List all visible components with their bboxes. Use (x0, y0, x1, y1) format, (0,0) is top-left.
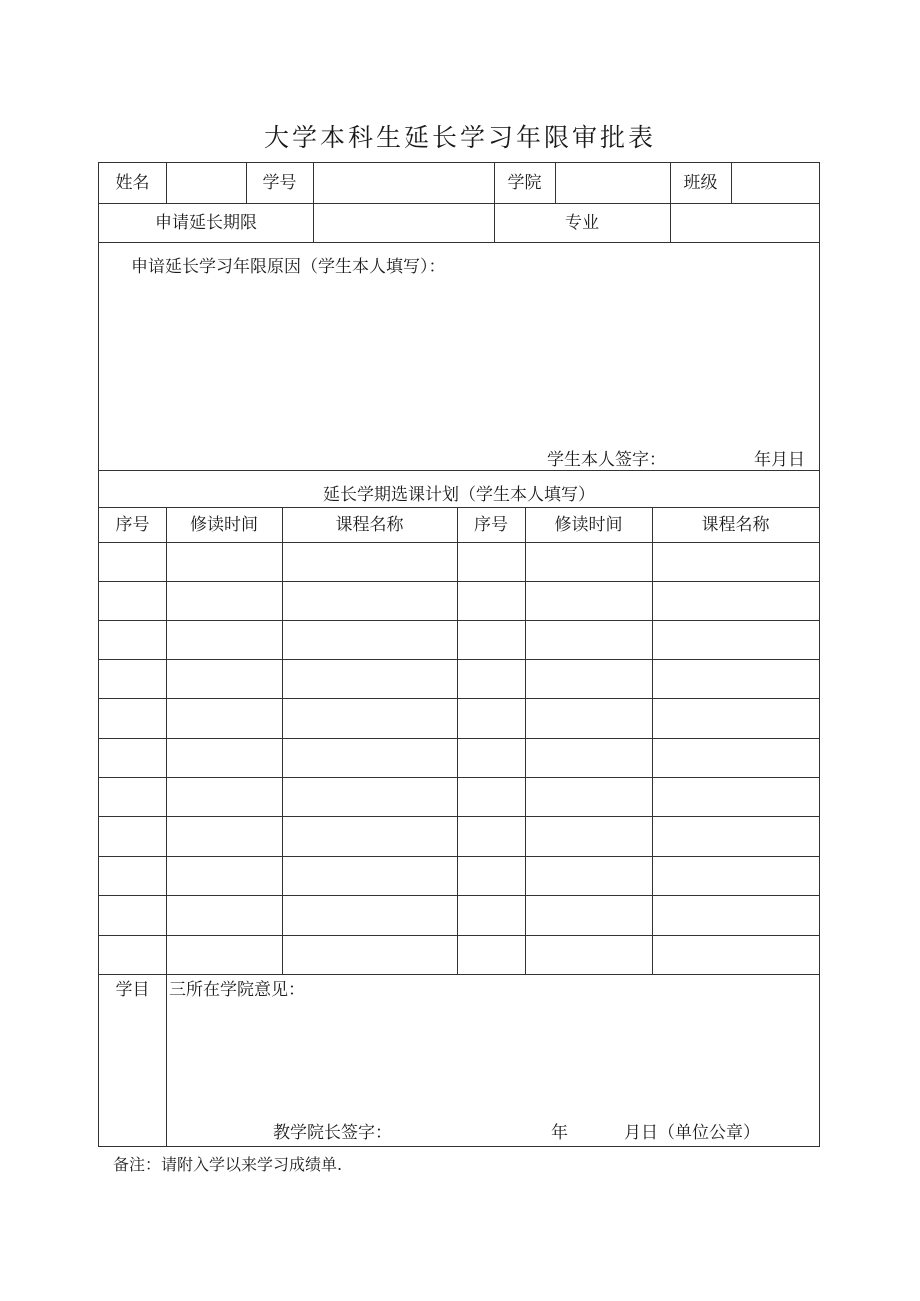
course-table-cell[interactable] (458, 669, 524, 688)
row-divider (99, 470, 819, 471)
row-divider (99, 738, 819, 739)
row-divider (99, 581, 819, 582)
col-divider (166, 507, 167, 974)
opinion-year-label: 年 (551, 1123, 568, 1143)
course-table-cell[interactable] (100, 826, 165, 846)
course-table-cell[interactable] (458, 866, 524, 885)
course-table-cell[interactable] (283, 826, 456, 846)
course-table-cell[interactable] (458, 708, 524, 728)
course-table-cell[interactable] (458, 787, 524, 806)
course-table-cell[interactable] (100, 630, 165, 649)
course-table-cell[interactable] (283, 905, 456, 925)
reason-prompt: 申谙延长学习年限原因（学生本人填写）： (131, 257, 446, 277)
row-divider (99, 816, 819, 817)
row-divider (99, 974, 819, 975)
course-table-cell[interactable] (653, 905, 818, 925)
col-divider (525, 507, 526, 974)
row-divider (99, 203, 819, 204)
row-divider (99, 935, 819, 936)
course-table-cell[interactable] (653, 669, 818, 688)
course-table-cell[interactable] (167, 826, 281, 846)
student-signature-label: 学生本人签字： (547, 450, 666, 470)
course-table-cell[interactable] (653, 826, 818, 846)
course-table-cell[interactable] (100, 552, 165, 571)
row-divider (99, 542, 819, 543)
course-table-cell[interactable] (167, 669, 281, 688)
student-id-label: 学号 (262, 173, 297, 193)
row-divider (99, 242, 819, 243)
course-plan-heading: 延长学期选课计划（学生本人填写） (323, 485, 595, 505)
course-table-cell[interactable] (283, 591, 456, 610)
course-table-cell[interactable] (167, 945, 281, 964)
course-table-cell[interactable] (526, 748, 651, 767)
course-table-cell[interactable] (653, 748, 818, 767)
course-table-cell[interactable] (100, 905, 165, 925)
reason-text-area[interactable] (109, 283, 809, 443)
course-table-cell[interactable] (458, 826, 524, 846)
class-field[interactable] (732, 165, 819, 201)
row-divider (99, 507, 819, 508)
course-table-cell[interactable] (167, 591, 281, 610)
course-table-cell[interactable] (167, 787, 281, 806)
course-table-cell[interactable] (167, 748, 281, 767)
course-table-cell[interactable] (653, 945, 818, 964)
course-table-cell[interactable] (458, 748, 524, 767)
approval-form-table (98, 162, 820, 1147)
extension-period-label: 申请延长期限 (155, 213, 257, 233)
col-header-time-2: 修读时间 (554, 515, 623, 535)
course-table-cell[interactable] (526, 866, 651, 885)
col-header-seq-2: 序号 (474, 515, 508, 535)
name-field[interactable] (167, 165, 246, 201)
course-table-cell[interactable] (100, 787, 165, 806)
course-table-cell[interactable] (167, 630, 281, 649)
course-table-cell[interactable] (526, 945, 651, 964)
course-table-cell[interactable] (283, 787, 456, 806)
course-table-cell[interactable] (100, 866, 165, 885)
col-divider (652, 507, 653, 974)
course-table-cell[interactable] (167, 708, 281, 728)
course-table-cell[interactable] (526, 708, 651, 728)
major-label: 专业 (565, 213, 599, 233)
course-table-cell[interactable] (100, 708, 165, 728)
course-table-cell[interactable] (653, 630, 818, 649)
course-table-cell[interactable] (526, 552, 651, 571)
class-label: 班级 (683, 173, 718, 193)
student-date-label: 年月日 (754, 450, 805, 470)
course-table-cell[interactable] (526, 787, 651, 806)
course-table-cell[interactable] (283, 748, 456, 767)
college-field[interactable] (556, 165, 670, 201)
row-divider (99, 698, 819, 699)
col-divider (457, 507, 458, 974)
course-table-cell[interactable] (526, 826, 651, 846)
student-id-field[interactable] (314, 165, 494, 201)
course-table-cell[interactable] (653, 708, 818, 728)
major-field[interactable] (671, 205, 819, 241)
opinion-date-label: 月日（单位公章） (624, 1123, 760, 1143)
course-table-cell[interactable] (458, 552, 524, 571)
course-table-cell[interactable] (100, 945, 165, 964)
course-table-cell[interactable] (653, 787, 818, 806)
course-table-cell[interactable] (526, 591, 651, 610)
opinion-side-label: 学目 (115, 980, 150, 1000)
row-divider (99, 856, 819, 857)
course-table-cell[interactable] (283, 945, 456, 964)
col-header-seq: 序号 (115, 515, 150, 535)
course-table-cell[interactable] (653, 552, 818, 571)
col-header-course-2: 课程名称 (701, 515, 770, 535)
course-table-cell[interactable] (100, 748, 165, 767)
row-divider (99, 659, 819, 660)
course-table-cell[interactable] (458, 905, 524, 925)
course-table-cell[interactable] (526, 905, 651, 925)
course-table-cell[interactable] (458, 591, 524, 610)
course-table-cell[interactable] (283, 630, 456, 649)
footer-note: 备注：请附入学以来学习成绩单. (113, 1155, 343, 1174)
col-header-time: 修读时间 (190, 515, 258, 535)
col-divider (166, 974, 167, 1147)
opinion-prompt: 三所在学院意见： (169, 980, 305, 1000)
opinion-text-area[interactable] (179, 1005, 809, 1115)
course-table-cell[interactable] (167, 905, 281, 925)
course-table-cell[interactable] (283, 669, 456, 688)
row-divider (99, 777, 819, 778)
row-divider (99, 620, 819, 621)
col-divider (282, 507, 283, 974)
course-table-cell[interactable] (283, 552, 456, 571)
course-table-cell[interactable] (653, 591, 818, 610)
course-table-cell[interactable] (167, 552, 281, 571)
col-header-course: 课程名称 (335, 515, 404, 535)
row-divider (99, 895, 819, 896)
extension-period-field[interactable] (314, 205, 494, 241)
course-table-cell[interactable] (526, 669, 651, 688)
college-label: 学院 (507, 173, 542, 193)
course-table-cell[interactable] (167, 866, 281, 885)
dean-signature-label: 教学院长签字： (273, 1123, 392, 1143)
name-label: 姓名 (115, 173, 150, 193)
course-table-cell[interactable] (100, 669, 165, 688)
course-table-cell[interactable] (283, 866, 456, 885)
course-table-cell[interactable] (526, 630, 651, 649)
course-table-cell[interactable] (653, 866, 818, 885)
form-title: 大学本科生延长学习年限审批表 (263, 123, 656, 152)
course-table-cell[interactable] (458, 945, 524, 964)
course-table-cell[interactable] (100, 591, 165, 610)
course-table-cell[interactable] (283, 708, 456, 728)
course-table-cell[interactable] (458, 630, 524, 649)
